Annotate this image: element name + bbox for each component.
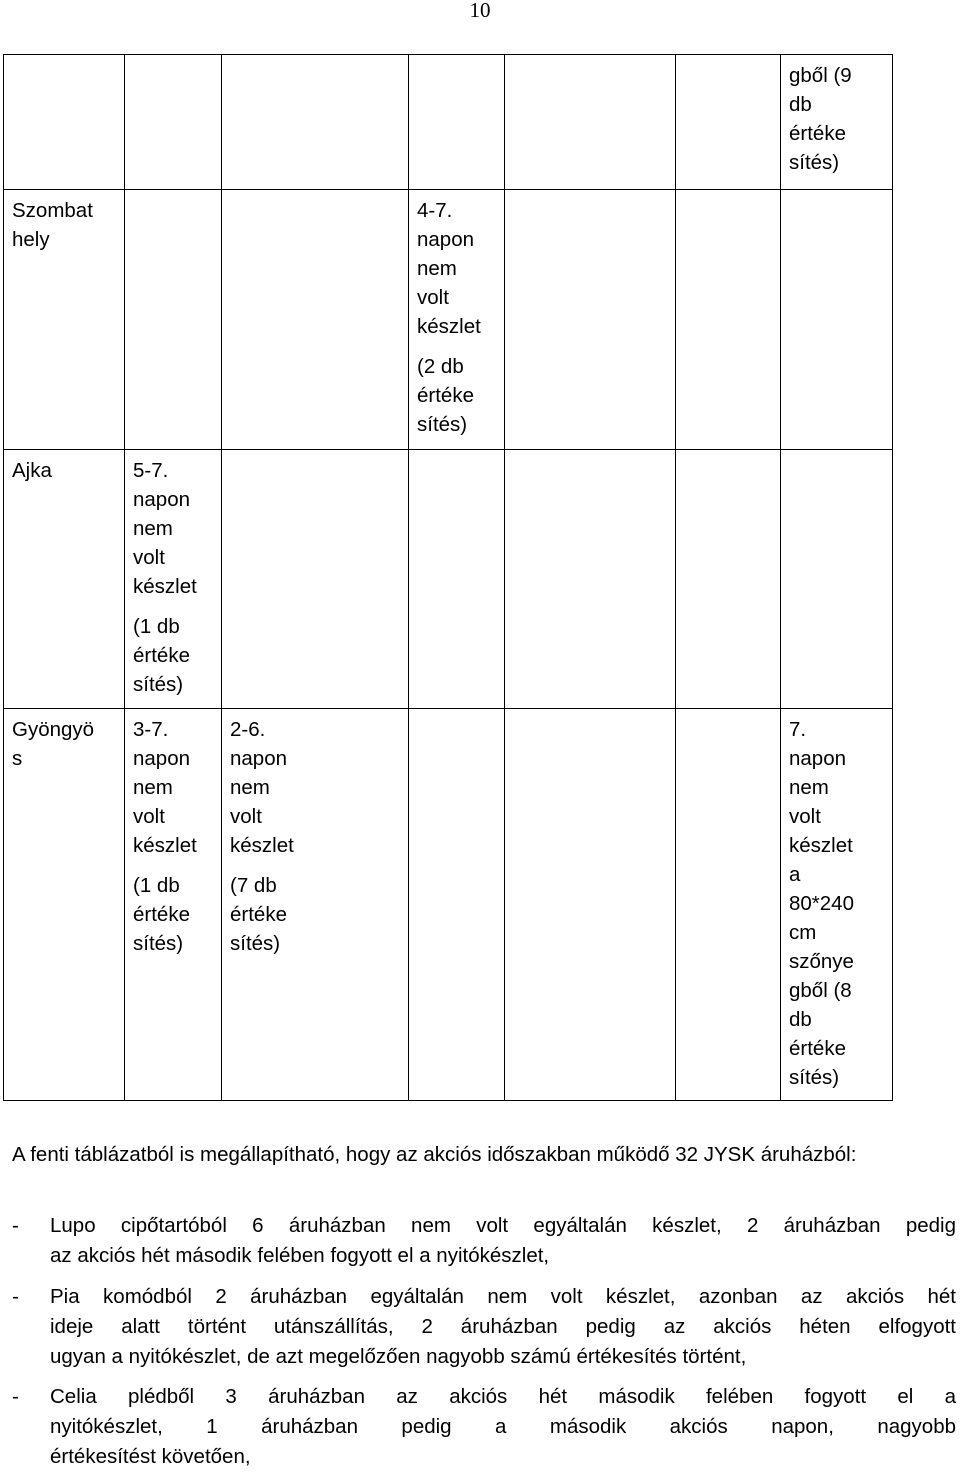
cell-text: volt — [417, 286, 449, 309]
cell-text: nem — [789, 776, 829, 799]
table-cell — [222, 450, 409, 709]
cell-text: értéke — [133, 644, 190, 667]
bullet-item — [12, 1382, 956, 1472]
bullet-dash: - — [12, 1214, 19, 1237]
cell-text: készlet — [789, 834, 853, 857]
table-cell — [676, 55, 781, 190]
bullet-line: Lupo cipőtartóból 6 áruházban nem volt egyáltalán készlet, 2 áruházban pedig — [50, 1214, 956, 1237]
cell-text: nem — [133, 517, 173, 540]
intro-paragraph: A fenti táblázatból is megállapítható, hogy az akciós időszakban működő 32 JYSK áruházból: — [12, 1143, 857, 1166]
table-row — [4, 450, 893, 709]
bullet-line: ideje alatt történt utánszállítás, 2 áruházban pedig az akciós héten elfogyott — [50, 1315, 956, 1338]
table-cell — [505, 190, 676, 450]
table-cell — [409, 55, 505, 190]
cell-text: (1 db — [133, 874, 180, 897]
table-cell — [4, 450, 125, 709]
cell-text: sítés) — [133, 673, 184, 696]
table-cell — [505, 450, 676, 709]
table-row — [4, 190, 893, 450]
cell-text: készlet — [230, 834, 294, 857]
cell-gap — [133, 601, 213, 612]
cell-text: (1 db — [133, 615, 180, 638]
cell-text: volt — [789, 805, 821, 828]
cell-text: 4-7. — [417, 199, 453, 222]
cell-text: napon — [133, 747, 191, 770]
table-cell — [409, 450, 505, 709]
cell-text: 80*240 — [789, 892, 854, 915]
cell-text: napon — [230, 747, 288, 770]
table-row — [4, 55, 893, 190]
cell-text: értéke — [230, 903, 287, 926]
table-cell — [125, 190, 222, 450]
table-cell — [4, 55, 125, 190]
cell-text: s — [12, 747, 23, 770]
bullet-item — [12, 1282, 956, 1372]
cell-text: cm — [789, 921, 817, 944]
table-cell — [676, 709, 781, 1101]
table-cell — [222, 190, 409, 450]
cell-text: db — [789, 1008, 812, 1031]
cell-text: nem — [230, 776, 270, 799]
table-cell — [505, 709, 676, 1101]
table-row — [4, 709, 893, 1101]
table-cell — [781, 709, 893, 1101]
cell-text: sítés) — [133, 932, 184, 955]
bullet-line: nyitókészlet, 1 áruházban pedig a második akciós napon, nagyobb — [50, 1415, 956, 1438]
table-cell — [222, 709, 409, 1101]
cell-text: 5-7. — [133, 459, 169, 482]
bullet-dash: - — [12, 1285, 19, 1308]
table-cell — [781, 55, 893, 190]
cell-text: napon — [789, 747, 847, 770]
cell-text: 2-6. — [230, 718, 266, 741]
cell-text: napon — [133, 488, 191, 511]
cell-text: értéke — [789, 1037, 846, 1060]
stock-table — [3, 54, 893, 1101]
cell-text: nem — [133, 776, 173, 799]
bullet-line: Pia komódból 2 áruházban egyáltalán nem volt készlet, azonban az akciós hét — [50, 1285, 956, 1308]
cell-text: 7. — [789, 718, 807, 741]
table-cell — [409, 709, 505, 1101]
table-cell — [125, 55, 222, 190]
cell-text: sítés) — [789, 1066, 840, 1089]
table-cell — [781, 190, 893, 450]
cell-text: készlet — [417, 315, 481, 338]
table-cell — [4, 190, 125, 450]
cell-text: készlet — [133, 575, 197, 598]
cell-text: Gyöngyö — [12, 718, 95, 741]
table-cell — [676, 450, 781, 709]
cell-text: db — [789, 93, 812, 116]
cell-text: Szombat — [12, 199, 93, 222]
cell-gap — [417, 341, 496, 352]
cell-text: hely — [12, 228, 50, 251]
cell-text: volt — [133, 805, 165, 828]
cell-text: volt — [133, 546, 165, 569]
cell-text: értéke — [133, 903, 190, 926]
cell-text: értéke — [417, 384, 474, 407]
cell-text: a — [789, 863, 801, 886]
table-cell — [125, 709, 222, 1101]
bullet-line: értékesítést követően, — [50, 1445, 251, 1468]
cell-text: Ajka — [12, 459, 52, 482]
bullet-line: az akciós hét második felében fogyott el a nyitókészlet, — [50, 1244, 550, 1267]
cell-text: napon — [417, 228, 475, 251]
cell-text: sítés) — [789, 151, 840, 174]
bullet-item — [12, 1211, 956, 1271]
cell-text: gből (9 — [789, 64, 852, 87]
page-number: 10 — [469, 0, 491, 22]
cell-text: gből (8 — [789, 979, 852, 1002]
table-cell — [781, 450, 893, 709]
bullet-line: Celia plédből 3 áruházban az akciós hét második felében fogyott el a — [50, 1385, 956, 1408]
table-cell — [125, 450, 222, 709]
cell-gap — [230, 860, 400, 871]
cell-text: sítés) — [230, 932, 281, 955]
cell-text: sítés) — [417, 413, 468, 436]
bullet-dash: - — [12, 1385, 19, 1408]
table-cell — [409, 190, 505, 450]
cell-text: (7 db — [230, 874, 277, 897]
cell-text: volt — [230, 805, 262, 828]
cell-text: nem — [417, 257, 457, 280]
cell-text: szőnye — [789, 950, 854, 973]
cell-gap — [133, 860, 213, 871]
bullet-line: ugyan a nyitókészlet, de azt megelőzően nagyobb számú értékesítés történt, — [50, 1345, 747, 1368]
table-cell — [676, 190, 781, 450]
cell-text: 3-7. — [133, 718, 169, 741]
cell-text: készlet — [133, 834, 197, 857]
table-cell — [505, 55, 676, 190]
table-cell — [4, 709, 125, 1101]
table-cell — [222, 55, 409, 190]
cell-text: értéke — [789, 122, 846, 145]
cell-text: (2 db — [417, 355, 464, 378]
